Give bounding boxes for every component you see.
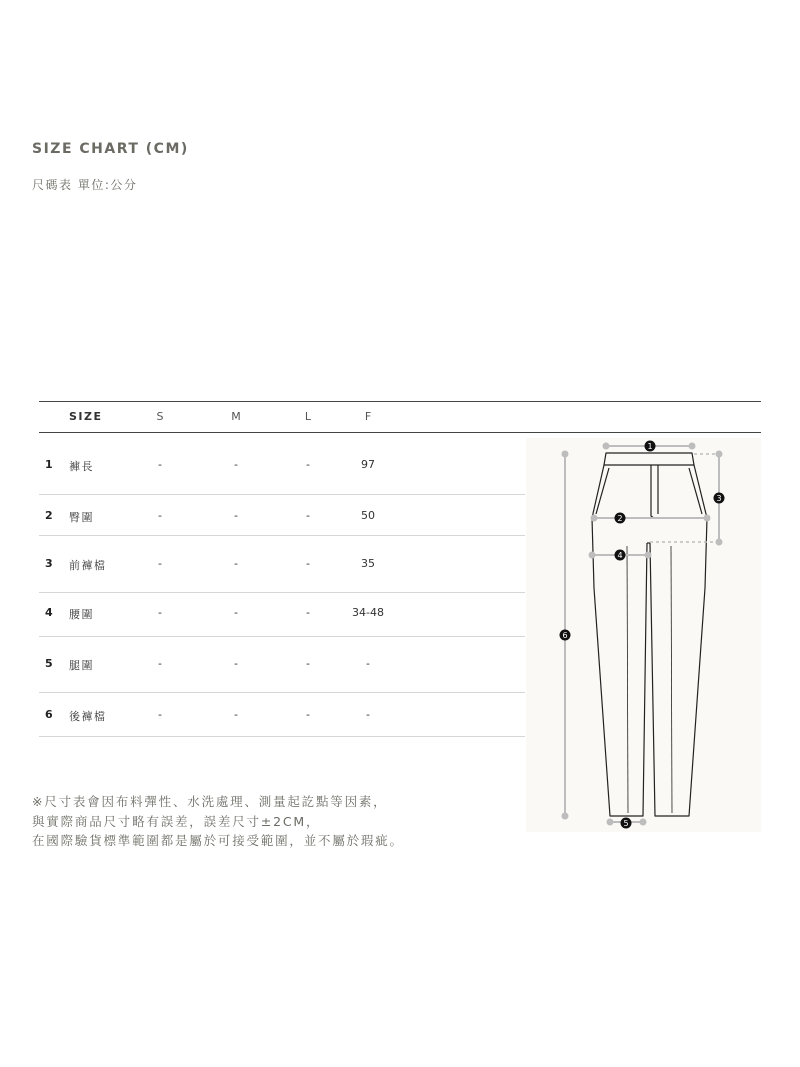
row-label: 後褲檔 xyxy=(69,710,107,723)
row-number: 1 xyxy=(45,458,53,471)
marker-5 xyxy=(621,818,632,829)
pants-measurement-diagram xyxy=(526,438,761,832)
value-m: - xyxy=(234,509,238,522)
marker-6 xyxy=(560,630,571,641)
row-number: 3 xyxy=(45,557,53,570)
value-f: 50 xyxy=(361,509,375,522)
svg-text:2: 2 xyxy=(617,514,623,523)
value-m: - xyxy=(234,458,238,471)
value-f: 97 xyxy=(361,458,375,471)
svg-text:5: 5 xyxy=(623,819,629,828)
value-l: - xyxy=(306,509,310,522)
note-line: 在國際驗貨標準範圍都是屬於可接受範圍，並不屬於瑕疵。 xyxy=(32,833,404,848)
header-size: SIZE xyxy=(69,410,103,423)
svg-text:6: 6 xyxy=(562,631,568,640)
table-row xyxy=(39,495,525,536)
row-number: 6 xyxy=(45,708,53,721)
page-subtitle: 尺碼表 單位:公分 xyxy=(32,178,138,192)
header-l: L xyxy=(304,410,312,423)
value-m: - xyxy=(234,657,238,670)
marker-2 xyxy=(615,513,626,524)
svg-text:4: 4 xyxy=(617,551,623,560)
row-label: 前褲檔 xyxy=(69,559,107,572)
note-line: ※尺寸表會因布料彈性、水洗處理、測量起訖點等因素， xyxy=(32,794,388,809)
value-s: - xyxy=(158,509,162,522)
value-m: - xyxy=(234,708,238,721)
value-l: - xyxy=(306,458,310,471)
table-row xyxy=(39,593,525,637)
table-row xyxy=(39,433,525,495)
value-s: - xyxy=(158,606,162,619)
page-title: SIZE CHART (CM) xyxy=(32,141,189,157)
svg-text:1: 1 xyxy=(647,442,653,451)
note-line: 與實際商品尺寸略有誤差，誤差尺寸±2CM， xyxy=(32,813,321,829)
value-f: - xyxy=(366,657,370,670)
row-number: 2 xyxy=(45,509,53,522)
marker-1 xyxy=(645,441,656,452)
value-l: - xyxy=(306,557,310,570)
row-label: 褲長 xyxy=(69,460,94,473)
row-number: 5 xyxy=(45,657,53,670)
header-m: M xyxy=(231,410,241,423)
row-divider xyxy=(39,736,525,737)
header-f: F xyxy=(364,410,372,423)
table-row xyxy=(39,637,525,693)
guide-lines xyxy=(650,454,722,542)
marker-3 xyxy=(714,493,725,504)
value-f: - xyxy=(366,708,370,721)
row-label: 腰圍 xyxy=(69,608,94,621)
value-f: 35 xyxy=(361,557,375,570)
table-header-row xyxy=(39,401,761,432)
pants-outline xyxy=(592,453,707,816)
value-l: - xyxy=(306,657,310,670)
value-l: - xyxy=(306,606,310,619)
value-s: - xyxy=(158,657,162,670)
table-row xyxy=(39,536,525,593)
svg-text:3: 3 xyxy=(716,494,722,503)
size-notes xyxy=(32,792,404,851)
row-label: 腿圍 xyxy=(69,659,94,672)
row-label: 臀圍 xyxy=(69,511,94,524)
value-l: - xyxy=(306,708,310,721)
marker-4 xyxy=(615,550,626,561)
value-s: - xyxy=(158,708,162,721)
value-s: - xyxy=(158,458,162,471)
value-f: 34-48 xyxy=(352,606,384,619)
value-m: - xyxy=(234,557,238,570)
value-m: - xyxy=(234,606,238,619)
table-row xyxy=(39,693,525,737)
value-s: - xyxy=(158,557,162,570)
header-s: S xyxy=(156,410,164,423)
row-number: 4 xyxy=(45,606,53,619)
